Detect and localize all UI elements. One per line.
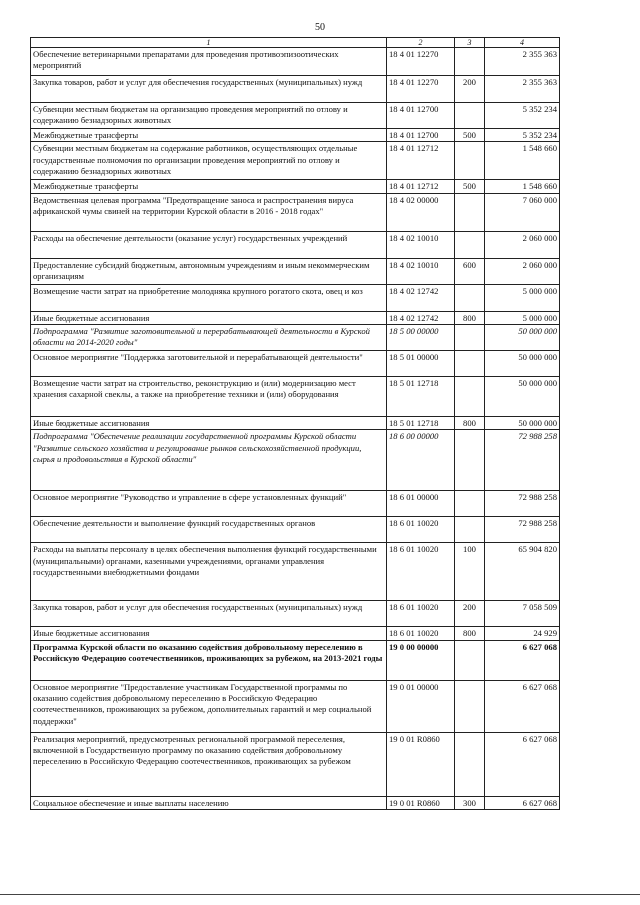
row-name-cell: Подпрограмма "Обеспечение реализации государственной программы Курской области "Развитие сельского хозяйства и регулирование рынков сельскохозяйственной продукции, сырья и продовольствия в Курской области": [31, 430, 387, 491]
row-amount-cell: 5 000 000: [485, 311, 560, 324]
row-amount-cell: 50 000 000: [485, 377, 560, 417]
table-row: [31, 311, 560, 324]
row-amount-cell: 72 988 258: [485, 517, 560, 543]
table-row: [31, 76, 560, 103]
row-expense-type-cell: 100: [455, 543, 485, 601]
row-expense-type-cell: [455, 377, 485, 417]
row-amount-cell: 5 352 234: [485, 103, 560, 129]
row-code-cell: 19 0 01 R0860: [387, 732, 455, 796]
column-header-amount: 4: [485, 38, 560, 48]
table-row: [31, 129, 560, 142]
row-name-cell: Ведомственная целевая программа "Предотвращение заноса и распространения вируса африканской чумы свиней на территории Курской области в 2016 - 2018 годах": [31, 193, 387, 231]
row-code-cell: 18 6 01 10020: [387, 601, 455, 627]
table-row: [31, 627, 560, 640]
table-row: [31, 258, 560, 284]
row-name-cell: Подпрограмма "Развитие заготовительной и перерабатывающей деятельности в Курской области на 2014-2020 годы": [31, 325, 387, 351]
row-expense-type-cell: [455, 351, 485, 377]
row-amount-cell: 6 627 068: [485, 732, 560, 796]
row-amount-cell: 65 904 820: [485, 543, 560, 601]
row-code-cell: 18 4 02 00000: [387, 193, 455, 231]
row-code-cell: 18 4 01 12712: [387, 142, 455, 180]
row-code-cell: 19 0 01 00000: [387, 680, 455, 732]
row-code-cell: 18 4 01 12700: [387, 129, 455, 142]
table-row: [31, 193, 560, 231]
table-row: [31, 231, 560, 258]
table-row: [31, 430, 560, 491]
row-amount-cell: 50 000 000: [485, 351, 560, 377]
row-name-cell: Обеспечение деятельности и выполнение функций государственных органов: [31, 517, 387, 543]
row-code-cell: 18 5 01 12718: [387, 377, 455, 417]
row-name-cell: Субвенции местным бюджетам на организацию проведения мероприятий по отлову и содержанию безнадзорных животных: [31, 103, 387, 129]
row-code-cell: 18 4 01 12270: [387, 48, 455, 76]
row-expense-type-cell: 200: [455, 601, 485, 627]
table-row: [31, 601, 560, 627]
row-expense-type-cell: 300: [455, 796, 485, 809]
row-expense-type-cell: 800: [455, 627, 485, 640]
row-expense-type-cell: [455, 193, 485, 231]
row-expense-type-cell: 800: [455, 417, 485, 430]
table-row: [31, 543, 560, 601]
row-code-cell: 18 4 02 12742: [387, 311, 455, 324]
row-name-cell: Межбюджетные трансферты: [31, 180, 387, 193]
table-row: [31, 351, 560, 377]
row-name-cell: Иные бюджетные ассигнования: [31, 627, 387, 640]
row-code-cell: 18 6 01 00000: [387, 491, 455, 517]
row-name-cell: Закупка товаров, работ и услуг для обеспечения государственных (муниципальных) нужд: [31, 601, 387, 627]
row-name-cell: Возмещение части затрат на приобретение молодняка крупного рогатого скота, овец и коз: [31, 284, 387, 311]
table-row: [31, 796, 560, 809]
table-row: [31, 517, 560, 543]
row-expense-type-cell: [455, 517, 485, 543]
row-amount-cell: 2 060 000: [485, 258, 560, 284]
table-row: [31, 417, 560, 430]
row-expense-type-cell: [455, 103, 485, 129]
row-expense-type-cell: [455, 430, 485, 491]
row-expense-type-cell: [455, 325, 485, 351]
row-name-cell: Реализация мероприятий, предусмотренных региональной программой переселения, включенной в Государственную программу по оказанию содействия добровольному переселению в Российскую Федерацию соотечественников, проживающих за рубежом: [31, 732, 387, 796]
row-amount-cell: 1 548 660: [485, 142, 560, 180]
row-expense-type-cell: [455, 640, 485, 680]
row-amount-cell: 7 060 000: [485, 193, 560, 231]
row-name-cell: Основное мероприятие "Руководство и управление в сфере установленных функций": [31, 491, 387, 517]
row-name-cell: Субвенции местным бюджетам на содержание работников, осуществляющих отдельные государственные полномочия по организации проведения мероприятий по отлову и содержанию безнадзорных животных: [31, 142, 387, 180]
row-code-cell: 18 4 02 10010: [387, 231, 455, 258]
table-row: [31, 732, 560, 796]
row-name-cell: Предоставление субсидий бюджетным, автономным учреждениям и иным некоммерческим организациям: [31, 258, 387, 284]
row-expense-type-cell: [455, 231, 485, 258]
row-expense-type-cell: 500: [455, 129, 485, 142]
row-name-cell: Основное мероприятие "Предоставление участникам Государственной программы по оказанию содействия добровольному переселению в Российскую Федерацию соотечественников, проживающих за рубежом, дополнительных гарантий и мер социальной поддержки": [31, 680, 387, 732]
row-code-cell: 18 4 01 12270: [387, 76, 455, 103]
row-expense-type-cell: 800: [455, 311, 485, 324]
row-amount-cell: 50 000 000: [485, 325, 560, 351]
row-expense-type-cell: 600: [455, 258, 485, 284]
row-code-cell: 18 6 01 10020: [387, 627, 455, 640]
table-header-row: [31, 38, 560, 48]
row-amount-cell: 50 000 000: [485, 417, 560, 430]
row-expense-type-cell: [455, 48, 485, 76]
row-code-cell: 19 0 01 R0860: [387, 796, 455, 809]
row-name-cell: Иные бюджетные ассигнования: [31, 311, 387, 324]
row-name-cell: Расходы на выплаты персоналу в целях обеспечения выполнения функций государственными (муниципальными) органами, казенными учреждениями, органами управления государственными внебюджетными фондами: [31, 543, 387, 601]
row-expense-type-cell: 200: [455, 76, 485, 103]
row-code-cell: 18 4 02 12742: [387, 284, 455, 311]
row-amount-cell: 2 355 363: [485, 76, 560, 103]
row-name-cell: Обеспечение ветеринарными препаратами для проведения противоэпизоотических мероприятий: [31, 48, 387, 76]
row-code-cell: 18 6 00 00000: [387, 430, 455, 491]
row-name-cell: Иные бюджетные ассигнования: [31, 417, 387, 430]
table-row: [31, 640, 560, 680]
row-expense-type-cell: [455, 732, 485, 796]
row-expense-type-cell: [455, 491, 485, 517]
table-row: [31, 142, 560, 180]
row-amount-cell: 1 548 660: [485, 180, 560, 193]
row-amount-cell: 24 929: [485, 627, 560, 640]
row-name-cell: Основное мероприятие "Поддержка заготовительной и перерабатывающей деятельности": [31, 351, 387, 377]
row-code-cell: 18 5 01 00000: [387, 351, 455, 377]
row-code-cell: 19 0 00 00000: [387, 640, 455, 680]
table-row: [31, 284, 560, 311]
table-row: [31, 48, 560, 76]
row-code-cell: 18 5 00 00000: [387, 325, 455, 351]
column-header-expense-type: 3: [455, 38, 485, 48]
row-amount-cell: 5 352 234: [485, 129, 560, 142]
table-row: [31, 325, 560, 351]
table-row: [31, 180, 560, 193]
column-header-code: 2: [387, 38, 455, 48]
row-name-cell: Программа Курской области по оказанию содействия добровольному переселению в Российскую Федерацию соотечественников, проживающих за рубежом, на 2013-2021 годы: [31, 640, 387, 680]
row-name-cell: Возмещение части затрат на строительство, реконструкцию и (или) модернизацию мест хранения сахарной свеклы, а также на приобретение техники и (или) оборудования: [31, 377, 387, 417]
row-amount-cell: 6 627 068: [485, 640, 560, 680]
budget-table: [30, 37, 560, 810]
table-body: [31, 48, 560, 810]
row-code-cell: 18 6 01 10020: [387, 517, 455, 543]
table-row: [31, 680, 560, 732]
row-code-cell: 18 6 01 10020: [387, 543, 455, 601]
row-name-cell: Межбюджетные трансферты: [31, 129, 387, 142]
row-code-cell: 18 4 01 12700: [387, 103, 455, 129]
row-amount-cell: 6 627 068: [485, 680, 560, 732]
column-header-name: 1: [31, 38, 387, 48]
row-amount-cell: 72 988 258: [485, 491, 560, 517]
row-code-cell: 18 4 02 10010: [387, 258, 455, 284]
row-amount-cell: 2 060 000: [485, 231, 560, 258]
page-number: 50: [315, 22, 325, 33]
row-expense-type-cell: [455, 680, 485, 732]
row-name-cell: Закупка товаров, работ и услуг для обеспечения государственных (муниципальных) нужд: [31, 76, 387, 103]
row-amount-cell: 5 000 000: [485, 284, 560, 311]
row-name-cell: Социальное обеспечение и иные выплаты населению: [31, 796, 387, 809]
row-amount-cell: 6 627 068: [485, 796, 560, 809]
row-code-cell: 18 4 01 12712: [387, 180, 455, 193]
table-row: [31, 491, 560, 517]
row-expense-type-cell: 500: [455, 180, 485, 193]
table-row: [31, 377, 560, 417]
page-bottom-rule: [0, 894, 640, 895]
row-amount-cell: 2 355 363: [485, 48, 560, 76]
table-row: [31, 103, 560, 129]
row-amount-cell: 72 988 258: [485, 430, 560, 491]
row-name-cell: Расходы на обеспечение деятельности (оказание услуг) государственных учреждений: [31, 231, 387, 258]
row-expense-type-cell: [455, 142, 485, 180]
row-code-cell: 18 5 01 12718: [387, 417, 455, 430]
row-expense-type-cell: [455, 284, 485, 311]
row-amount-cell: 7 058 509: [485, 601, 560, 627]
